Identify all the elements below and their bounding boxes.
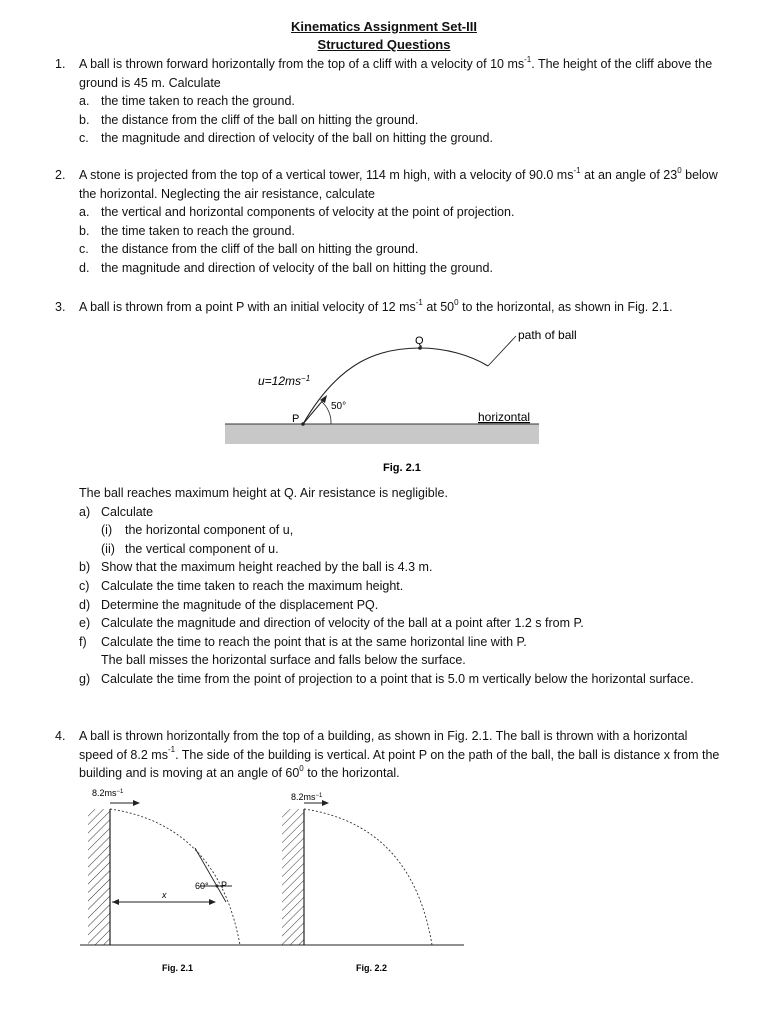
question-stem: A ball is thrown from a point P with an initial velocity of 12 $ms^{-1}$ at $50^0$ to the horizontal, as shown in Fig. 2.1. [79,297,673,314]
figure-caption: Fig. 2.1 [162,963,194,973]
question-part: c. the magnitude and direction of velocity of the ball on hitting the ground. [79,131,493,146]
question-part: f) Calculate the time to reach the point that is at the same horizontal line with P. [79,634,527,649]
question-stem: A ball is thrown forward horizontally from the top of a cliff with a velocity of 10 $ms^{-1}$. The height of the cliff above the ground is 45 m. Calculate [79,54,713,90]
question-3 [55,298,720,317]
angle-label: 60° [195,881,209,891]
p-label: P [221,880,228,890]
p-label: P [292,413,300,425]
question-part: b) Show that the maximum height reached by the ball is 4.3 m. [79,560,433,575]
question-2 [55,166,720,278]
speed-label: $8.2ms^{-1}$ [291,792,323,802]
ball-path [110,809,240,945]
question-part: g) Calculate the time from the point of projection to a point that is 5.0 m vertically below the horizontal surface. [79,671,694,686]
question-part: a. the vertical and horizontal components of velocity at the point of projection. [79,205,515,220]
question-number: 4. [55,729,66,743]
question-note: The ball misses the horizontal surface and falls below the surface. [101,653,466,668]
question-1 [55,55,720,148]
question-part: b. the time taken to reach the ground. [79,223,295,238]
question-number: 2. [55,168,66,182]
question-part: a. the time taken to reach the ground. [79,94,295,109]
document-subtitle: Structured Questions [317,37,451,52]
question-stem: A stone is projected from the top of a vertical tower, 114 m high, with a velocity of 90.0 $ms^{-1}$ at an angle of $23^0$ below the horizontal. Neglecting the air resistance, calculate [79,165,718,201]
question-subpart: (ii) the vertical component of u. [101,541,279,556]
building-wall [282,809,304,945]
velocity-label: $u=12ms^{-1}$ [258,374,311,388]
question-number: 3. [55,300,66,314]
angle-label: 50° [331,401,347,412]
tangent-line [195,848,226,902]
question-4 [55,727,720,783]
question-part: d) Determine the magnitude of the displacement PQ. [79,597,379,612]
path-pointer-line [488,336,516,366]
question-part: a) Calculate [79,504,154,519]
q-label: Q [415,335,424,347]
arrow-head [322,800,329,806]
projectile-figure [0,320,768,480]
question-intro: The ball reaches maximum height at Q. Air resistance is negligible. [79,486,448,500]
ground-surface [225,424,539,444]
horizontal-label: horizontal [478,410,531,424]
document-title: Kinematics Assignment Set-III [291,19,477,34]
question-part: d. the magnitude and direction of velocity of the ball on hitting the ground. [79,260,493,275]
figure-caption: Fig. 2.1 [383,462,421,474]
x-label: x [162,890,167,900]
question-subpart: (i) the horizontal component of u, [101,523,294,538]
figure-caption: Fig. 2.2 [356,963,388,973]
question-stem: A ball is thrown horizontally from the top of a building, as shown in Fig. 2.1. The ball is thrown with a horizontal speed of 8.2 $ms^{-1}$. The side of the building is vertical. At point P on the path of the ball, the ball is distance x from the building and is moving at an angle of $60^0$ to the horizontal. [79,729,720,781]
question-part: b. the distance from the cliff of the ball on hitting the ground. [79,112,419,127]
question-part: e) Calculate the magnitude and direction of velocity of the ball at a point after 1.2 s from P. [79,616,584,631]
question-3-parts [55,484,720,689]
building-wall [88,809,110,945]
question-part: c) Calculate the time taken to reach the maximum height. [79,578,404,593]
speed-label: $8.2ms^{-1}$ [92,788,124,798]
ball-path [303,348,488,424]
arrow-head [133,800,140,806]
building-figures [0,785,768,985]
velocity-arrow [303,399,324,424]
ball-path [304,809,432,945]
question-number: 1. [55,57,66,71]
question-part: c. the distance from the cliff of the ball on hitting the ground. [79,242,419,257]
path-label: path of ball [518,328,577,342]
angle-arc [322,402,331,424]
